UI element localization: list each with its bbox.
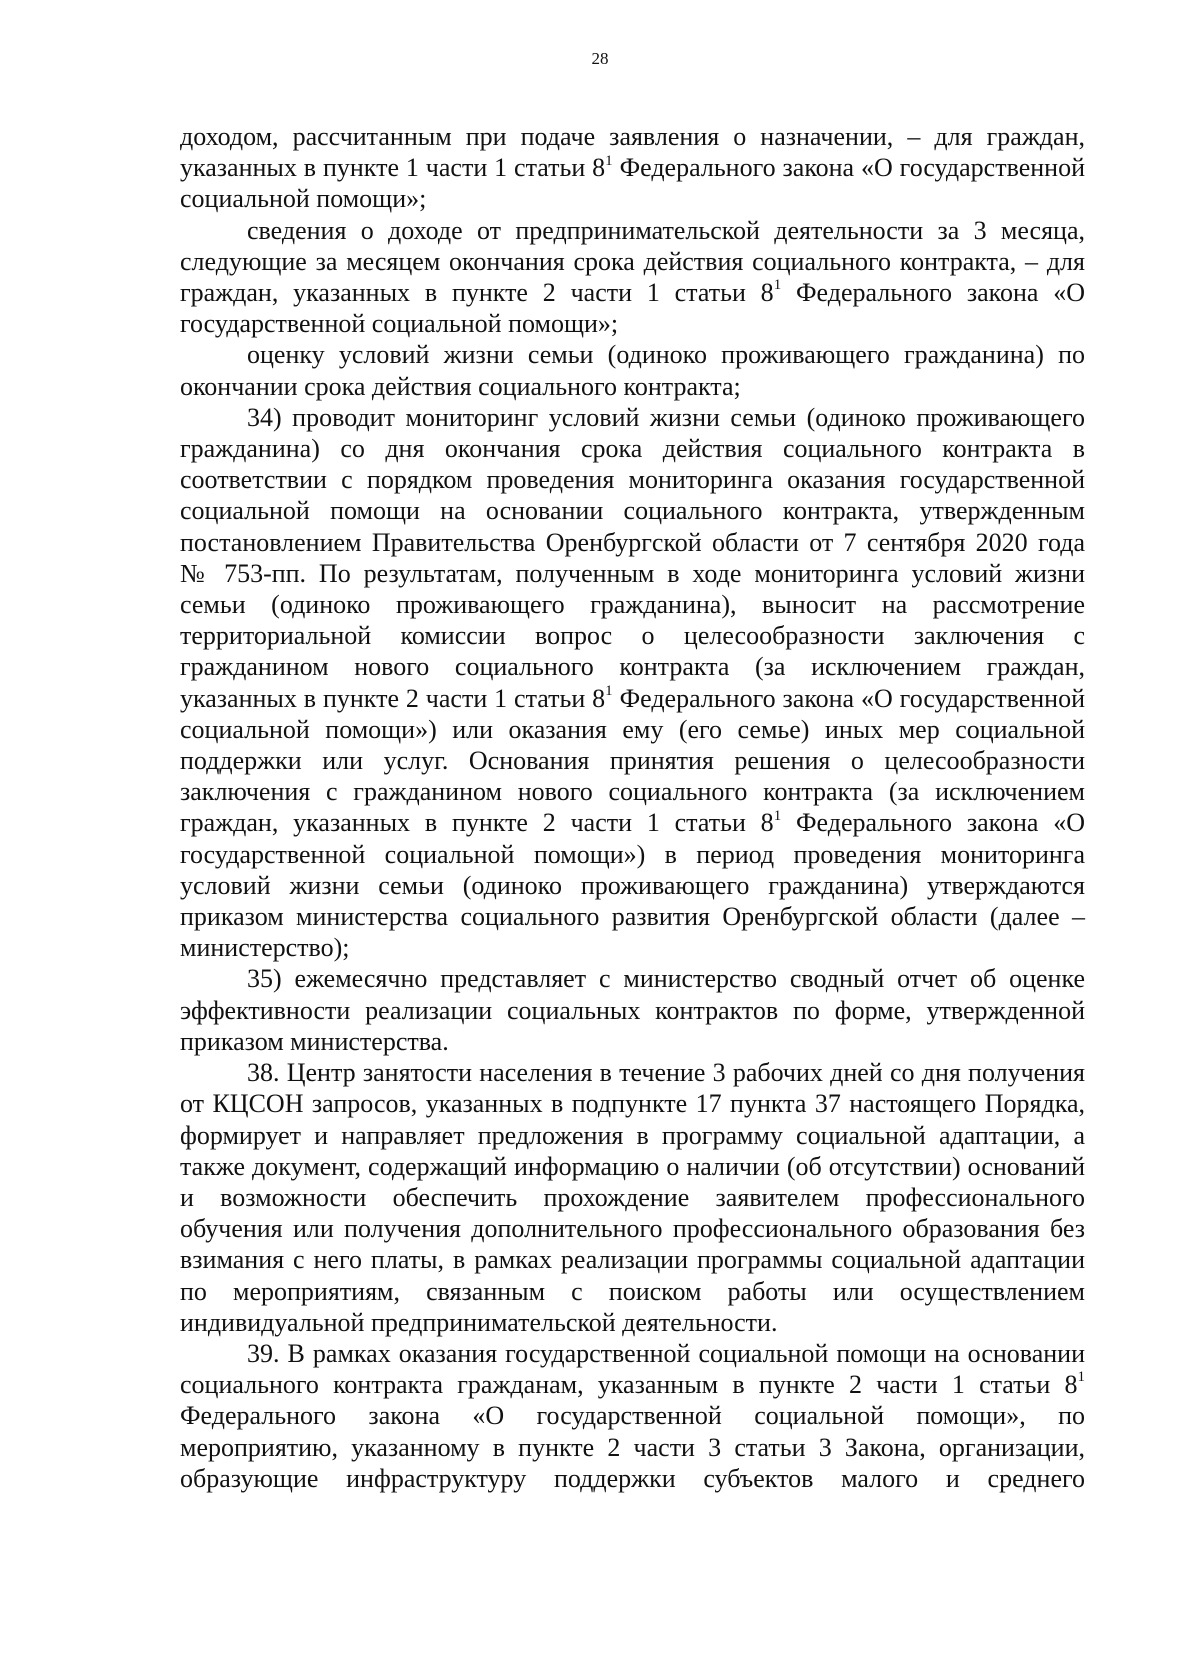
paragraph-text: сведения о доходе от предпринимательской деятельности за 3 месяца, следующие за месяцем окончания срока действия социального контракта, – для граждан, указанных в пункте 2 части 1 статьи 8 <box>180 215 1085 308</box>
paragraph-p-living-conditions <box>180 339 1085 401</box>
paragraph-p-item-34 <box>180 402 1085 964</box>
paragraph-text: 34) проводит мониторинг условий жизни семьи (одиноко проживающего гражданина) со дня окончания срока действия социального контракта в соответствии с порядком проведения мониторинга оказания государственной социальной помощи на основании социального контракта, утвержденным постановлением Правительства Оренбургской области от 7 сентября 2020 года № 753-пп. По результатам, полученным в ходе мониторинга условий жизни семьи (одиноко проживающего гражданина), выносит на рассмотрение территориальной комиссии вопрос о целесообразности заключения с гражданином нового социального контракта (за исключением граждан, указанных в пункте 2 части 1 статьи 8 <box>180 402 1085 713</box>
paragraph-p-continuation-income <box>180 121 1085 215</box>
superscript-marker: 1 <box>605 683 613 699</box>
paragraph-text: оценку условий жизни семьи (одиноко проживающего гражданина) по окончании срока действия социального контракта; <box>180 340 1085 401</box>
paragraph-text: Федерального закона «О государственной социальной помощи») или оказания ему (его семье) иных мер социальной поддержки или услуг. Основания принятия решения о целесообразности заключения с гражданином нового социального контракта (за исключением граждан, указанных в пункте 2 части 1 статьи 8 <box>180 683 1085 838</box>
paragraph-p-item-35 <box>180 963 1085 1057</box>
paragraph-text: Федерального закона «О государственной социальной помощи», по мероприятию, указанному в пункте 2 части 3 статьи 3 Закона, организации, образующие инфраструктуру поддержки субъектов малого и среднего <box>180 1401 1085 1493</box>
superscript-marker: 1 <box>773 277 782 294</box>
paragraph-p-item-38 <box>180 1057 1085 1338</box>
paragraph-text: 38. Центр занятости населения в течение 3 рабочих дней со дня получения от КЦСОН запросов, указанных в подпункте 17 пункта 37 настоящего Порядка, формирует и направляет предложения в программу социальной адаптации, а также документ, содержащий информацию о наличии (об отсутствии) оснований и возможности обеспечить прохождение заявителем профессионального обучения или получения дополнительного профессионального образования без взимания с него платы, в рамках реализации программы социальной адаптации по мероприятиям, связанным с поиском работы или осуществлением индивидуальной предпринимательской деятельности. <box>180 1058 1085 1337</box>
paragraph-text: доходом, рассчитанным при подаче заявления о назначении, – для граждан, указанных в пункте 1 части 1 статьи 8 <box>180 122 1085 183</box>
page-number: 28 <box>591 49 609 68</box>
paragraph-p-item-39 <box>180 1338 1085 1494</box>
paragraph-text: Федерального закона «О государственной социальной помощи»; <box>180 278 1086 339</box>
paragraph-text: 39. В рамках оказания государственной социальной помощи на основании социального контракта гражданам, указанным в пункте 2 части 1 статьи 8 <box>180 1338 1085 1400</box>
document-body <box>180 121 1085 1494</box>
superscript-marker: 1 <box>1077 1369 1085 1386</box>
superscript-marker: 1 <box>773 807 782 824</box>
paragraph-text: 35) ежемесячно представляет с министерство сводный отчет об оценке эффективности реализации социальных контрактов по форме, утвержденной приказом министерства. <box>180 964 1085 1056</box>
paragraph-text: Федерального закона «О государственной социальной помощи»; <box>180 153 1085 214</box>
paragraph-text: Федерального закона «О государственной социальной помощи») в период проведения мониторинга условий жизни семьи (одиноко проживающего гражданина) утверждаются приказом министерства социального развития Оренбургской области (далее – министерство); <box>180 808 1086 963</box>
paragraph-p-business-income <box>180 215 1085 340</box>
superscript-marker: 1 <box>605 152 613 169</box>
